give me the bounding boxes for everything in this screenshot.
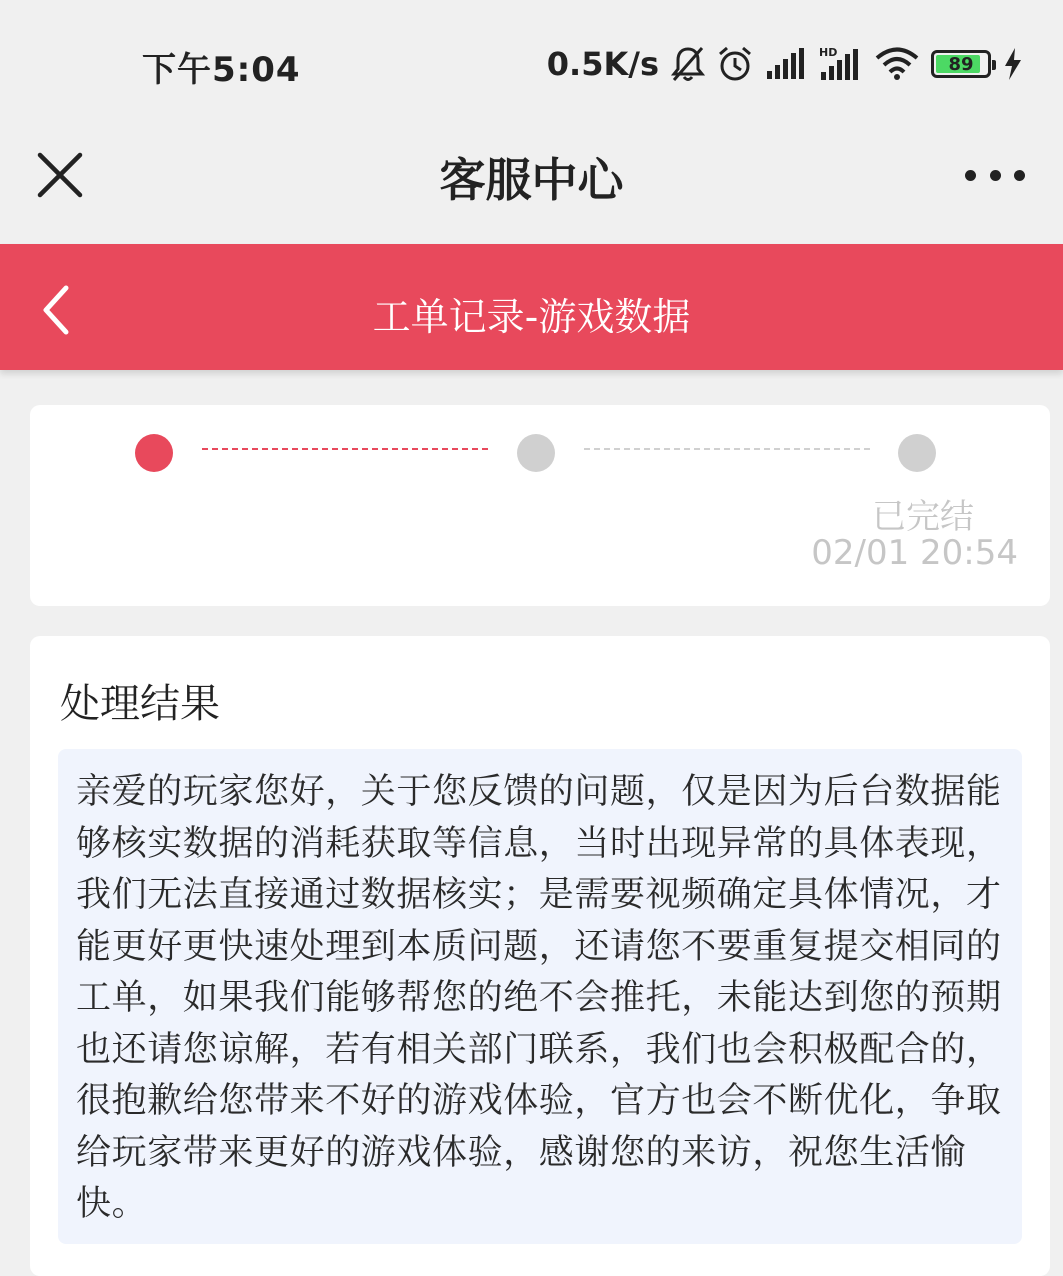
status-icons bbox=[547, 42, 1023, 86]
more-dot bbox=[990, 170, 1001, 181]
battery-level: 89 bbox=[948, 53, 974, 75]
status-bar bbox=[0, 0, 1063, 120]
mute-bell-icon bbox=[671, 45, 705, 83]
page-title: 客服中心 bbox=[439, 153, 624, 207]
step-dot-2 bbox=[517, 434, 555, 472]
status-time: 下午5:04 bbox=[142, 50, 301, 90]
step-dot-3 bbox=[898, 434, 936, 472]
signal-icon bbox=[765, 47, 807, 81]
net-speed: 0.5K/s bbox=[546, 45, 659, 83]
svg-text:HD: HD bbox=[819, 46, 838, 59]
section-title: 工单记录-游戏数据 bbox=[372, 295, 691, 339]
hd-signal-icon bbox=[819, 46, 863, 82]
step-dot-1 bbox=[135, 434, 173, 472]
result-text: 亲爱的玩家您好，关于您反馈的问题，仅是因为后台数据能够核实数据的消耗获取等信息，当时出现异常的具体表现，我们无法直接通过数据核实；是需要视频确定具体情况，才能更好更快速处理到本质问题，还请您不要重复提交相同的工单，如果我们能够帮您的绝不会推托，未能达到您的预期也还请您谅解，若有相关部门联系，我们也会积极配合的，很抱歉给您带来不好的游戏体验，官方也会不断优化，争取给玩家带来更好的游戏体验，感谢您的来访，祝您生活愉快。 bbox=[76, 772, 1002, 1224]
more-icon[interactable] bbox=[965, 150, 1025, 200]
charging-icon bbox=[1003, 47, 1023, 81]
step-line-1 bbox=[202, 448, 488, 450]
step-status: 已完结 bbox=[872, 497, 974, 537]
battery-cap bbox=[992, 60, 996, 70]
step-line-2 bbox=[584, 448, 870, 450]
alarm-icon bbox=[717, 45, 753, 83]
battery-icon bbox=[931, 50, 991, 78]
step-date: 02/01 20:54 bbox=[811, 533, 1018, 573]
title-bar bbox=[0, 120, 1063, 244]
more-dot bbox=[1014, 170, 1025, 181]
result-heading: 处理结果 bbox=[60, 681, 220, 727]
more-dot bbox=[965, 170, 976, 181]
wifi-icon bbox=[875, 47, 919, 81]
result-card bbox=[30, 636, 1050, 1276]
progress-card bbox=[30, 405, 1050, 606]
section-header bbox=[0, 244, 1063, 370]
result-box bbox=[58, 749, 1022, 1244]
